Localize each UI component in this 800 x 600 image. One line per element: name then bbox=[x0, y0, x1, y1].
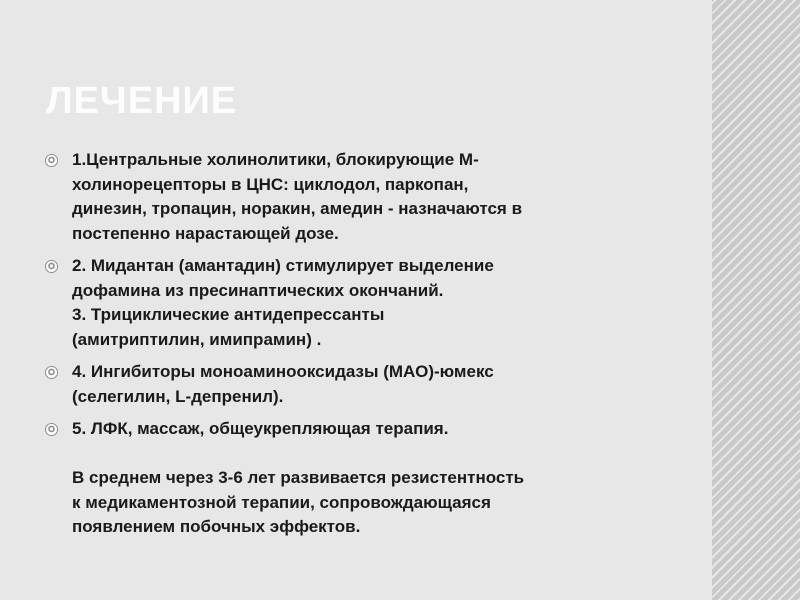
blank-line bbox=[72, 442, 666, 467]
list-item-text bbox=[72, 254, 666, 352]
text-line: 5. ЛФК, массаж, общеукрепляющая терапия. bbox=[72, 419, 449, 438]
bullet-icon bbox=[46, 261, 57, 272]
slide-title: ЛЕЧЕНИЕ bbox=[46, 80, 238, 122]
list-item bbox=[46, 148, 666, 246]
text-line: 2. Мидантан (амантадин) стимулирует выделение bbox=[72, 256, 494, 275]
text-line: к медикаментозной терапии, сопровождающаяся bbox=[72, 492, 491, 512]
text-line: дофамина из пресинаптических окончаний. bbox=[72, 280, 444, 300]
text-line: 3. Трициклические антидепрессанты bbox=[72, 305, 385, 324]
bullet-list bbox=[46, 148, 666, 548]
list-item-text bbox=[72, 148, 666, 246]
list-item bbox=[46, 417, 666, 540]
text-line: 1.Центральные холинолитики, блокирующие М- bbox=[72, 150, 479, 169]
text-line: (селегилин, L-депренил). bbox=[72, 386, 284, 406]
bullet-icon bbox=[46, 367, 57, 378]
text-line: холинорецепторы в ЦНС: циклодол, паркопан, bbox=[72, 174, 469, 194]
list-item-text bbox=[72, 417, 666, 540]
list-item bbox=[46, 360, 666, 409]
text-line: постепенно нарастающей дозе. bbox=[72, 223, 339, 243]
text-line: 4. Ингибиторы моноаминооксидазы (МАО)-юмекс bbox=[72, 362, 494, 381]
bullet-icon bbox=[46, 424, 57, 435]
text-line: динезин, тропацин, норакин, амедин - назначаются в bbox=[72, 199, 523, 218]
text-line: (амитриптилин, имипрамин) . bbox=[72, 329, 322, 349]
decorative-striped-band bbox=[712, 0, 800, 600]
text-line: появлением побочных эффектов. bbox=[72, 517, 361, 536]
list-item bbox=[46, 254, 666, 352]
bullet-icon bbox=[46, 155, 57, 166]
text-line: В среднем через 3-6 лет развивается резистентность bbox=[72, 468, 525, 487]
list-item-text bbox=[72, 360, 666, 409]
